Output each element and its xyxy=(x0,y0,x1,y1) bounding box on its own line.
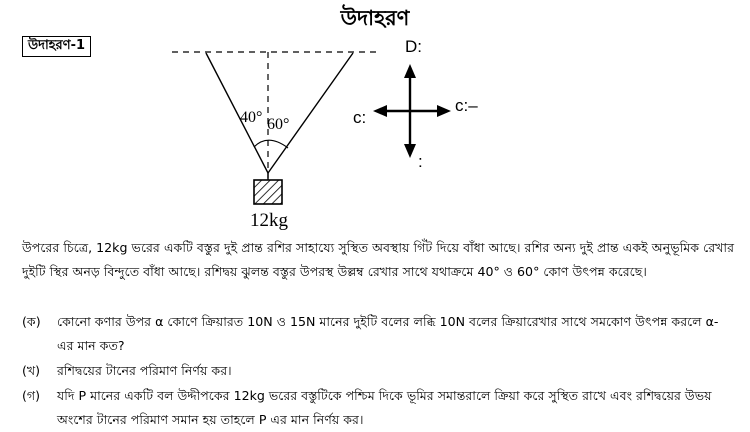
angle-left-label: 40° xyxy=(240,109,263,126)
compass-west-label: c: xyxy=(353,108,367,127)
question-b-label: (খ) xyxy=(22,363,41,378)
arrow-east-icon xyxy=(437,105,451,117)
problem-paragraph: উপরের চিত্রে, 12kg ভরের একটি বস্তুর দুই প্রান্ত রশির সাহায্যে সুস্থিত অবস্থায় গিঁট দিয়ে বাঁধা আছে। রশির অন্য দুই প্রান্ত একই অনুভূমিক রেখার দুইটি স্থির অনড় বিন্দুতে বাঁধা আছে। রশিদ্বয় ঝুলন্ত বস্তুর উপরস্থ উল্লম্ব রেখার সাথে যথাক্রমে 40° ও 60° কোণ উৎপন্ন করেছে। xyxy=(22,240,734,279)
angle-arc xyxy=(254,140,288,148)
angle-right-label: 60° xyxy=(267,116,290,133)
question-b xyxy=(22,359,734,383)
rope-right xyxy=(268,53,353,173)
compass-east-label: c:– xyxy=(455,96,478,115)
mass-label: 12kg xyxy=(250,210,288,231)
page-heading: উদাহরণ xyxy=(340,6,410,30)
arrow-south-icon xyxy=(404,144,416,158)
question-a xyxy=(22,310,734,358)
question-c xyxy=(22,384,734,432)
compass-north-label: D: xyxy=(405,37,422,56)
compass xyxy=(373,64,451,158)
question-a-label: (ক) xyxy=(22,314,41,329)
arrow-west-icon xyxy=(373,105,387,117)
compass-south-label: : xyxy=(418,152,423,171)
question-c-label: (গ) xyxy=(22,388,41,403)
arrow-north-icon xyxy=(404,64,416,78)
mass-block xyxy=(254,180,282,204)
question-b-text: রশিদ্বয়ের টানের পরিমাণ নির্ণয় কর। xyxy=(57,363,232,378)
question-c-text: যদি P মানের একটি বল উদ্দীপকের 12kg ভরের বস্তুটিকে পশ্চিম দিকে ভূমির সমান্তরালে ক্রিয়া করে সুস্থিত রাখে এবং রশিদ্বয়ের উভয় অংশের টানের পরিমাণ সমান হয় তাহলে P এর মান নির্ণয় কর। xyxy=(57,388,712,427)
question-a-text: কোনো কণার উপর α কোণে ক্রিয়ারত 10N ও 15N মানের দুইটি বলের লব্ধি 10N বলের ক্রিয়ারেখার সাথে সমকোণ উৎপন্ন করলে α-এর মান কত? xyxy=(57,314,719,353)
example-tag: উদাহরণ-1 xyxy=(22,36,91,57)
